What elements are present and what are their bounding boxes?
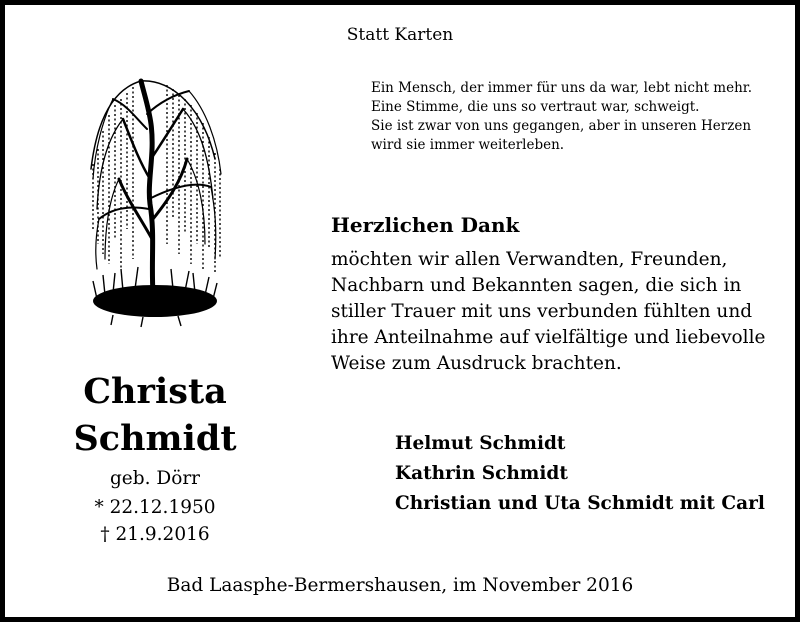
death-date: † 21.9.2016 — [100, 524, 210, 545]
thanks-line: ihre Anteilnahme auf vielfältige und liebevolle — [331, 327, 766, 348]
header-text: Statt Karten — [346, 25, 454, 45]
thanks-text — [331, 247, 765, 377]
birth-date: * 22.12.1950 — [94, 497, 216, 518]
thanks-line: Weise zum Ausdruck brachten. — [331, 353, 622, 374]
footer-place-date: Bad Laasphe-Bermershausen, im November 2016 — [166, 575, 634, 596]
weeping-willow-icon — [83, 69, 233, 339]
quote-block — [371, 79, 752, 155]
quote-line: Eine Stimme, die uns so vertraut war, schweigt. — [371, 99, 700, 115]
thanks-line: Nachbarn und Bekannten sagen, die sich in — [331, 275, 742, 296]
quote-line: wird sie immer weiterleben. — [371, 137, 565, 153]
thanks-heading: Herzlichen Dank — [331, 213, 520, 237]
signer-name: Helmut Schmidt — [395, 433, 566, 454]
quote-line: Ein Mensch, der immer für uns da war, lebt nicht mehr. — [371, 80, 753, 96]
deceased-first-name: Christa — [83, 371, 227, 412]
thanks-line: möchten wir allen Verwandten, Freunden, — [331, 249, 728, 270]
signer-name: Christian und Uta Schmidt mit Carl — [395, 493, 765, 514]
deceased-last-name: Schmidt — [73, 418, 237, 459]
signers-list — [395, 429, 765, 519]
thanks-line: stiller Trauer mit uns verbunden fühlten und — [331, 301, 753, 322]
quote-line: Sie ist zwar von uns gegangen, aber in unseren Herzen — [371, 118, 752, 134]
signer-name: Kathrin Schmidt — [395, 463, 568, 484]
maiden-name: geb. Dörr — [109, 468, 201, 489]
